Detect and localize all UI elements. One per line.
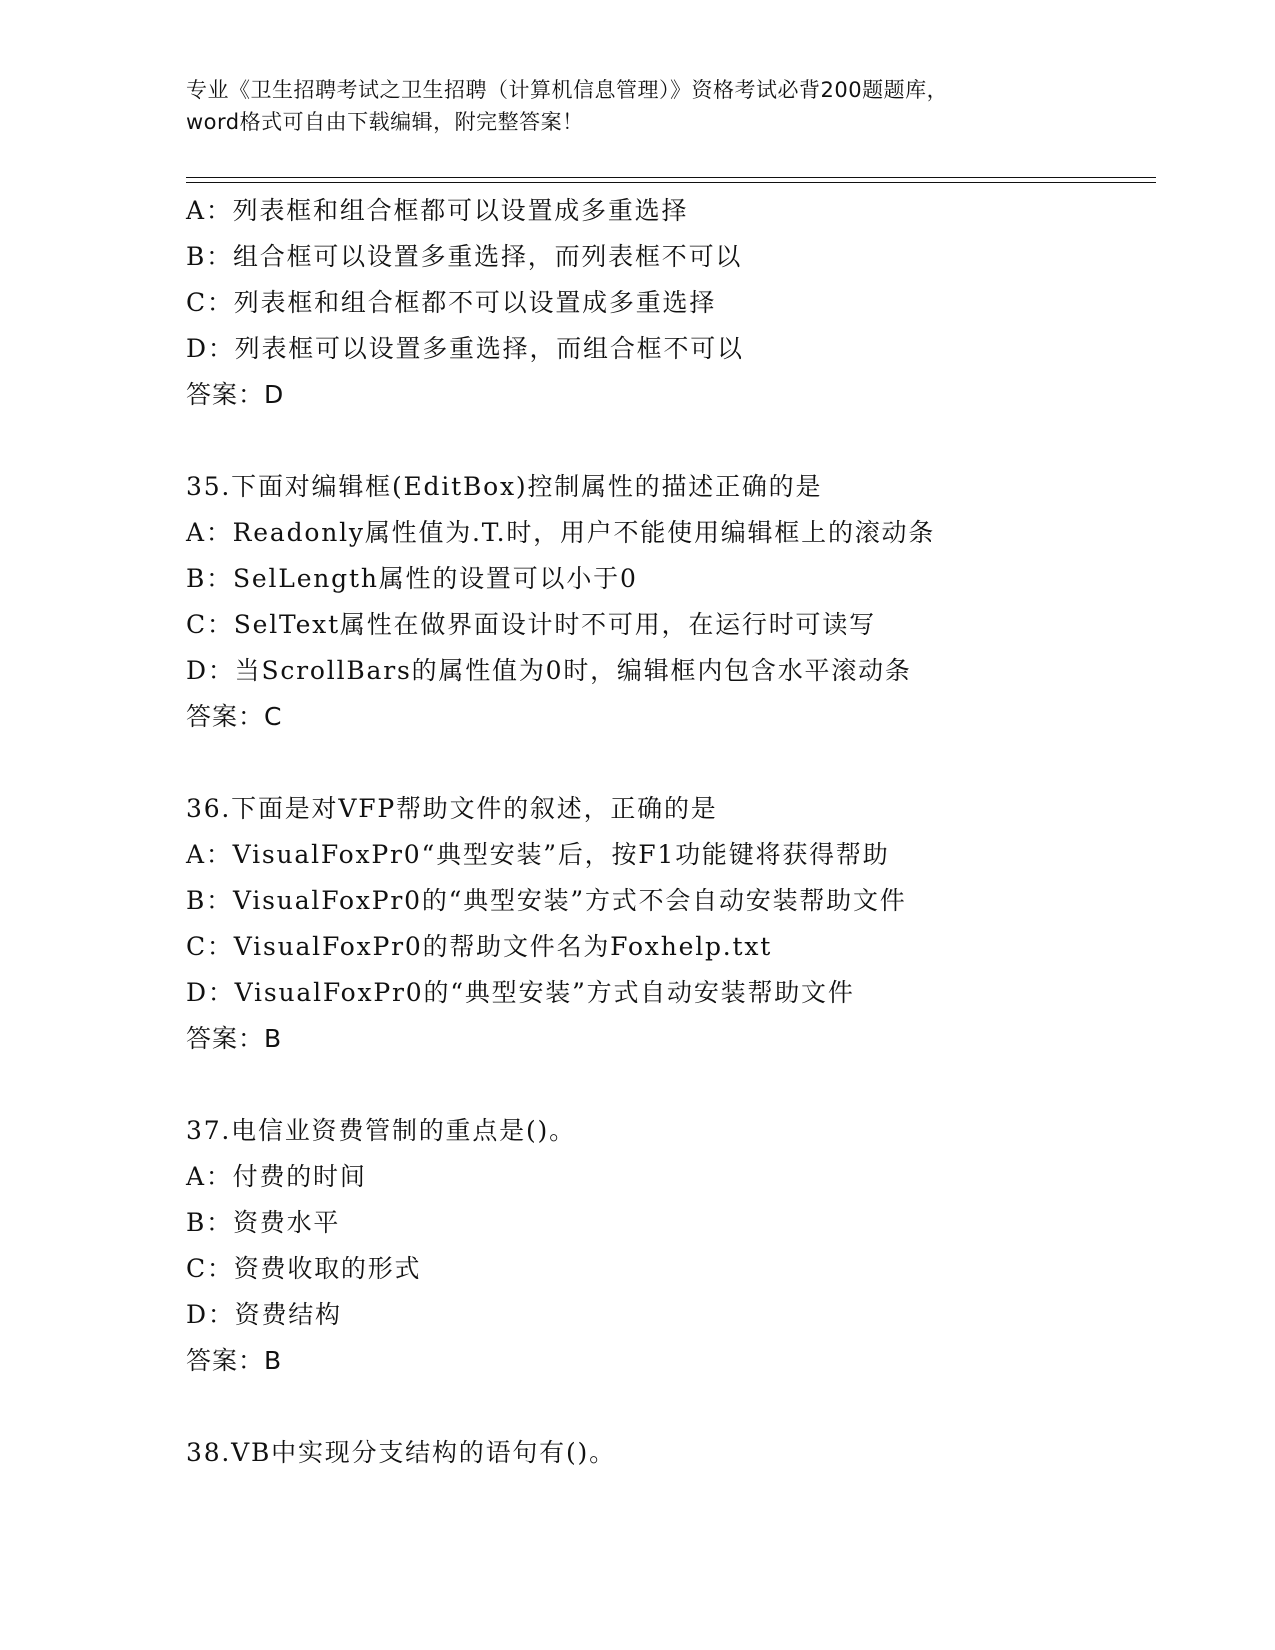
header-divider-bottom <box>186 182 1156 183</box>
option-d: D：资费结构 <box>186 1300 342 1329</box>
spacer <box>186 1384 1166 1430</box>
option-d: D：VisualFoxPr0的“典型安装”方式自动安装帮助文件 <box>186 978 855 1007</box>
question-list <box>186 188 1166 1476</box>
question-stem: 38.VB中实现分支结构的语句有()。 <box>186 1438 616 1467</box>
answer: 答案：D <box>186 380 285 409</box>
option-b: B：VisualFoxPr0的“典型安装”方式不会自动安装帮助文件 <box>186 886 907 915</box>
answer: 答案：B <box>186 1346 283 1375</box>
question-continued <box>186 188 1166 418</box>
spacer <box>186 418 1166 464</box>
question-stem: 36.下面是对VFP帮助文件的叙述，正确的是 <box>186 794 718 823</box>
option-c: C：列表框和组合框都不可以设置成多重选择 <box>186 288 717 317</box>
question-38 <box>186 1430 1166 1476</box>
question-37 <box>186 1108 1166 1384</box>
option-b: B：组合框可以设置多重选择，而列表框不可以 <box>186 242 743 271</box>
document-header <box>186 74 1086 138</box>
spacer <box>186 740 1166 786</box>
option-c: C：SelText属性在做界面设计时不可用，在运行时可读写 <box>186 610 876 639</box>
option-c: C：VisualFoxPr0的帮助文件名为Foxhelp.txt <box>186 932 773 961</box>
option-b: B：资费水平 <box>186 1208 341 1237</box>
option-d: D：当ScrollBars的属性值为0时，编辑框内包含水平滚动条 <box>186 656 912 685</box>
option-a: A：Readonly属性值为.T.时，用户不能使用编辑框上的滚动条 <box>186 518 936 547</box>
answer: 答案：B <box>186 1024 283 1053</box>
option-d: D：列表框可以设置多重选择，而组合框不可以 <box>186 334 744 363</box>
question-stem: 35.下面对编辑框(EditBox)控制属性的描述正确的是 <box>186 472 823 501</box>
question-stem: 37.电信业资费管制的重点是()。 <box>186 1116 576 1145</box>
option-c: C：资费收取的形式 <box>186 1254 422 1283</box>
option-a: A：VisualFoxPr0“典型安装”后，按F1功能键将获得帮助 <box>186 840 890 869</box>
option-a: A：列表框和组合框都可以设置成多重选择 <box>186 196 689 225</box>
question-36 <box>186 786 1166 1062</box>
spacer <box>186 1062 1166 1108</box>
option-b: B：SelLength属性的设置可以小于0 <box>186 564 638 593</box>
option-a: A：付费的时间 <box>186 1162 367 1191</box>
question-35 <box>186 464 1166 740</box>
header-divider-top <box>186 177 1156 178</box>
header-title-line-2: word格式可自由下载编辑，附完整答案！ <box>186 110 584 134</box>
answer: 答案：C <box>186 702 283 731</box>
header-title-line-1: 专业《卫生招聘考试之卫生招聘（计算机信息管理）》资格考试必背200题题库， <box>186 78 949 102</box>
